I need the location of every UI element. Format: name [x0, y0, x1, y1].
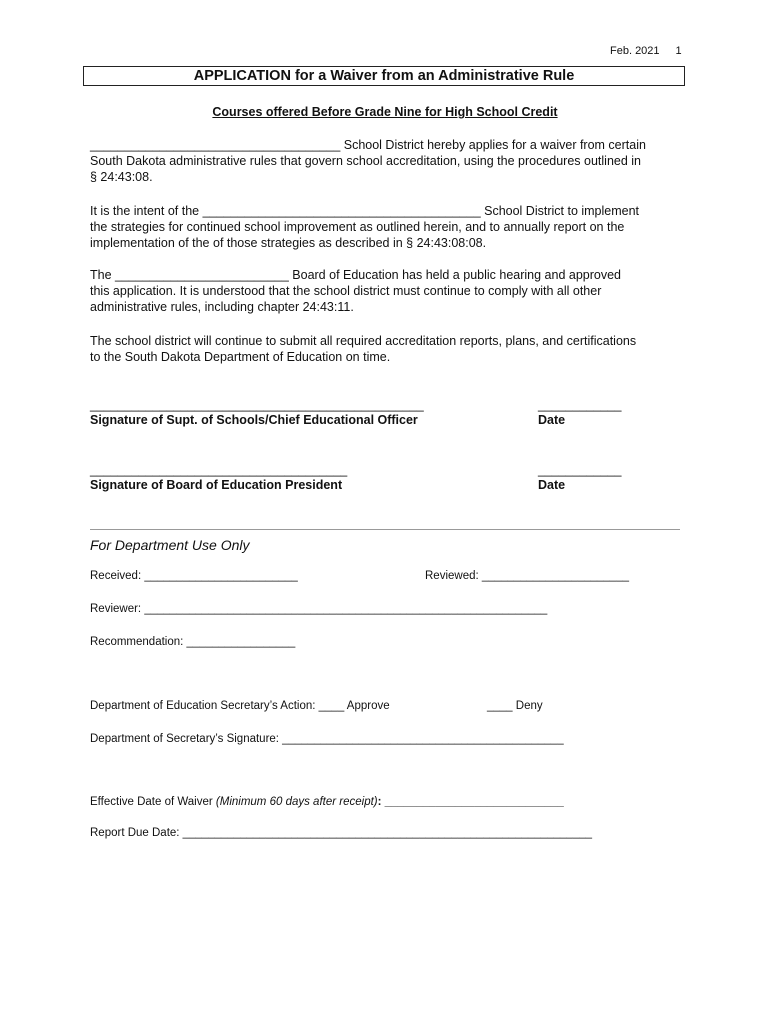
- paragraph-board-hearing: [90, 267, 690, 316]
- supt-signature-line[interactable]: ________________________________________________: [90, 398, 424, 412]
- secretary-action-approve[interactable]: Department of Education Secretary’s Action: ____ Approve: [90, 700, 390, 712]
- paragraph-line: administrative rules, including chapter 24:43:11.: [90, 300, 354, 315]
- supt-date-line[interactable]: ____________: [538, 398, 622, 412]
- secretary-signature-field[interactable]: Department of Secretary’s Signature: ____________________________________________: [90, 733, 564, 745]
- paragraph-line: The school district will continue to submit all required accreditation reports, plans, and certifications: [90, 334, 637, 348]
- paragraph-intent: [90, 203, 690, 252]
- effective-date-field[interactable]: [90, 796, 564, 808]
- board-date-label: Date: [538, 478, 566, 492]
- effective-date-note: (Minimum 60 days after receipt): [215, 796, 378, 808]
- paragraph-line: this application. It is understood that the school district must continue to comply with all other: [90, 284, 602, 299]
- received-field[interactable]: Received: ________________________: [90, 570, 298, 582]
- reviewer-field[interactable]: Reviewer: _______________________________________________________________: [90, 603, 548, 615]
- reviewed-field[interactable]: Reviewed: _______________________: [425, 570, 629, 582]
- page-header: [610, 45, 682, 57]
- revision-date: Feb. 2021: [610, 45, 660, 57]
- board-date-line[interactable]: ____________: [538, 463, 622, 477]
- paragraph-line: South Dakota administrative rules that govern school accreditation, using the procedures outlined in: [90, 154, 642, 169]
- page-number: 1: [675, 45, 682, 57]
- board-signature-label: Signature of Board of Education President: [90, 478, 343, 492]
- board-signature-line[interactable]: _____________________________________: [90, 463, 348, 477]
- paragraph-reports: [90, 333, 690, 365]
- paragraph-line: The _________________________ Board of Education has held a public hearing and approved: [90, 268, 621, 282]
- paragraph-line: the strategies for continued school improvement as outlined herein, and to annually report on the: [90, 220, 625, 235]
- report-due-date-field[interactable]: Report Due Date: ________________________________________________________________: [90, 827, 593, 839]
- section-divider: [90, 529, 680, 530]
- recommendation-field[interactable]: Recommendation: _________________: [90, 636, 296, 648]
- paragraph-line: It is the intent of the ________________________________________ School District to implement: [90, 204, 640, 218]
- form-subtitle: Courses offered Before Grade Nine for High School Credit: [212, 105, 558, 119]
- paragraph-district-application: [90, 137, 690, 186]
- secretary-action-deny[interactable]: ____ Deny: [487, 700, 543, 712]
- effective-date-line: : ____________________________: [377, 796, 564, 808]
- paragraph-line: § 24:43:08.: [90, 170, 153, 185]
- form-title: APPLICATION for a Waiver from an Administrative Rule: [83, 66, 685, 86]
- paragraph-line: implementation of the of those strategies as described in § 24:43:08:08.: [90, 236, 487, 251]
- department-heading: For Department Use Only: [90, 537, 250, 553]
- supt-date-label: Date: [538, 413, 566, 427]
- paragraph-line: ____________________________________ School District hereby applies for a waiver from certain: [90, 138, 646, 152]
- paragraph-line: to the South Dakota Department of Education on time.: [90, 350, 391, 365]
- supt-signature-label: Signature of Supt. of Schools/Chief Educational Officer: [90, 413, 418, 427]
- effective-date-label: Effective Date of Waiver: [90, 796, 216, 808]
